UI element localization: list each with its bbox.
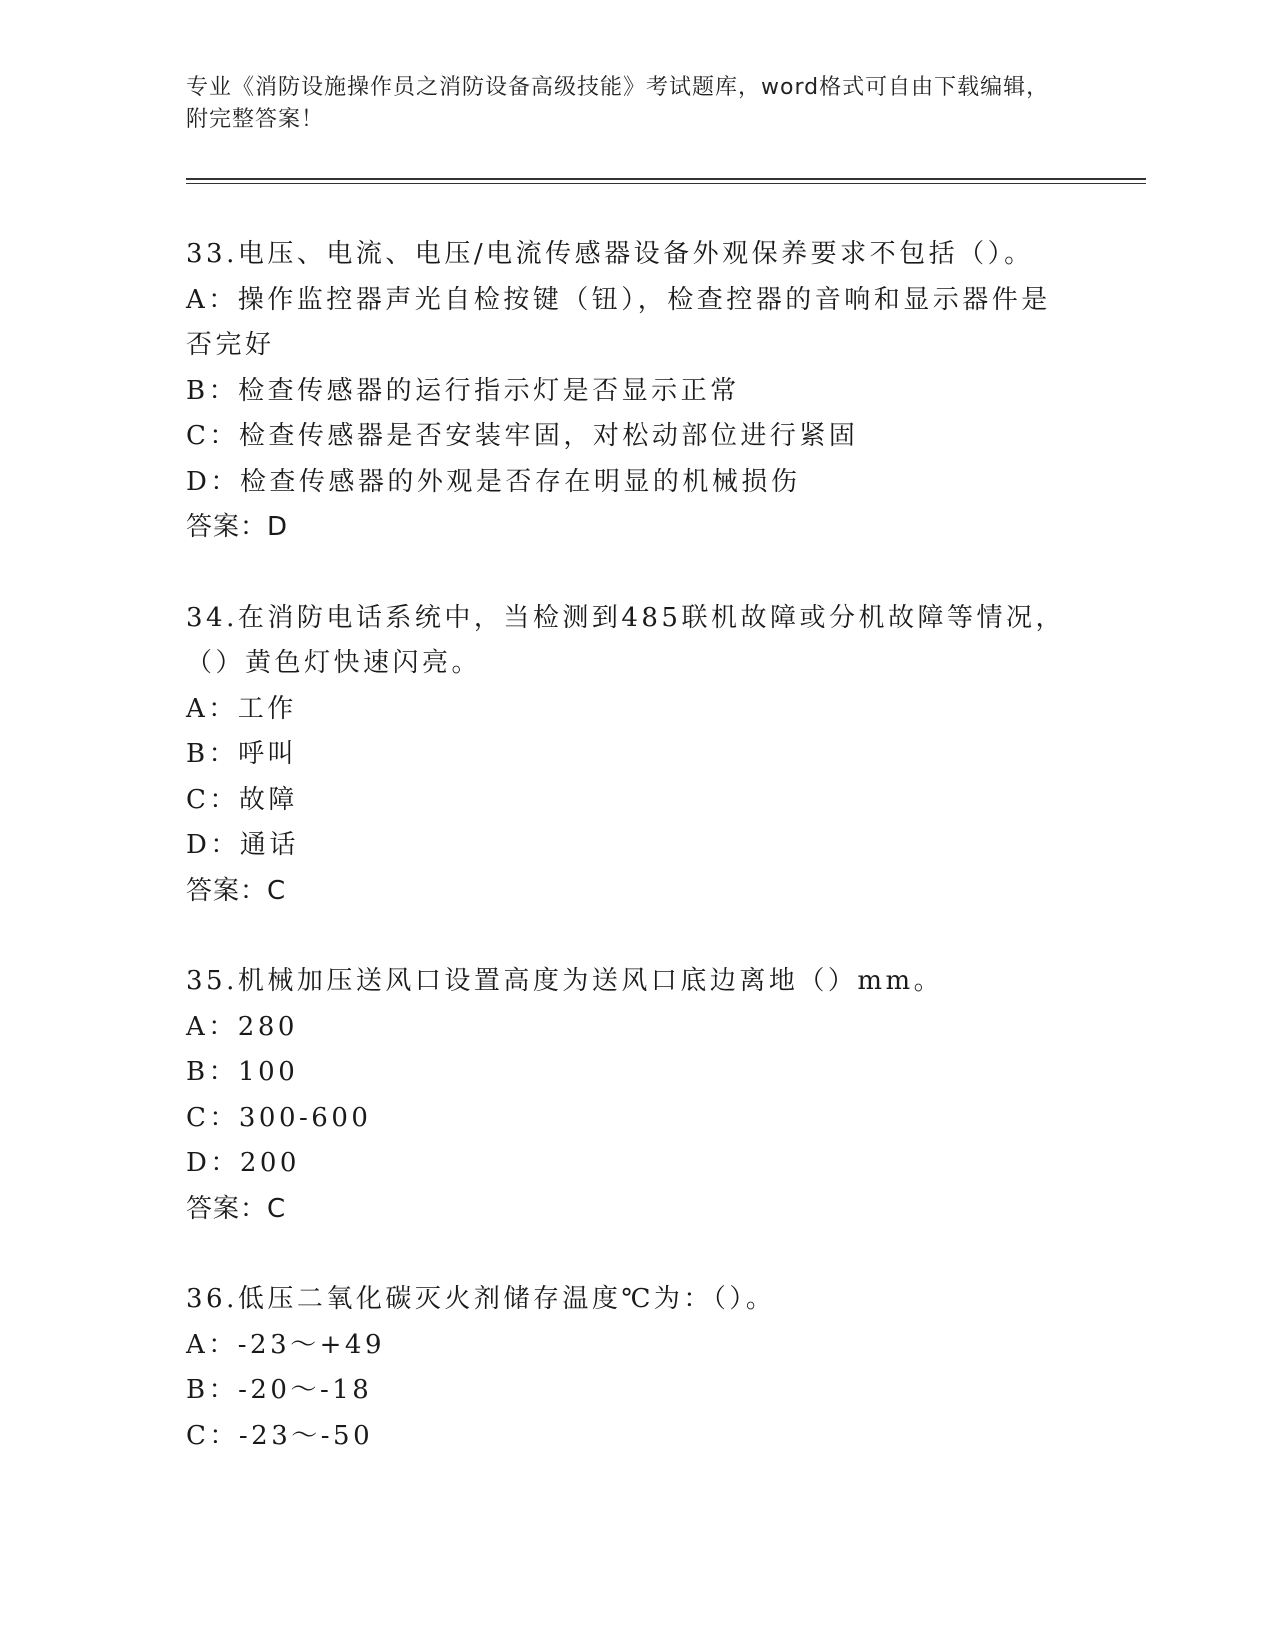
question-list [186, 232, 1076, 1504]
question-stem: 34.在消防电话系统中，当检测到485联机故障或分机故障等情况，（）黄色灯快速闪亮。 [186, 602, 1065, 678]
question-33 [186, 232, 1076, 551]
question-34 [186, 596, 1076, 915]
document-header: 专业《消防设施操作员之消防设备高级技能》考试题库，word格式可自由下载编辑，附完整答案！ [186, 75, 1050, 132]
question-stem: 35.机械加压送风口设置高度为送风口底边离地（）mm。 [186, 966, 944, 996]
header-divider-thick [186, 178, 1146, 180]
header-divider-thin [186, 183, 1146, 184]
option-c: C：故障 [186, 784, 298, 815]
option-a: A：280 [186, 1011, 298, 1042]
option-b: B：-20～-18 [186, 1375, 373, 1405]
option-c: C：检查传感器是否安装牢固，对松动部位进行紧固 [186, 421, 859, 451]
option-c: C：300-600 [186, 1102, 372, 1133]
option-a: A：操作监控器声光自检按键（钮），检查控器的音响和显示器件是否完好 [186, 284, 1051, 360]
option-a: A：工作 [186, 693, 297, 724]
answer-label: 答案：C [186, 875, 287, 906]
question-stem: 33.电压、电流、电压/电流传感器设备外观保养要求不包括（）。 [186, 239, 1034, 269]
question-36 [186, 1277, 1076, 1459]
option-a: A：-23～+49 [186, 1329, 386, 1360]
option-c: C：-23～-50 [186, 1420, 374, 1451]
option-b: B：呼叫 [186, 739, 298, 769]
option-b: B：100 [186, 1057, 299, 1087]
question-stem: 36.低压二氧化碳灭火剂储存温度℃为：（）。 [186, 1284, 776, 1314]
option-d: D：200 [186, 1148, 300, 1178]
answer-label: 答案：C [186, 1193, 287, 1224]
answer-label: 答案：D [186, 512, 289, 542]
option-d: D：通话 [186, 830, 299, 860]
option-b: B：检查传感器的运行指示灯是否显示正常 [186, 375, 740, 406]
option-d: D：检查传感器的外观是否存在明显的机械损伤 [186, 466, 801, 497]
question-35 [186, 959, 1076, 1232]
